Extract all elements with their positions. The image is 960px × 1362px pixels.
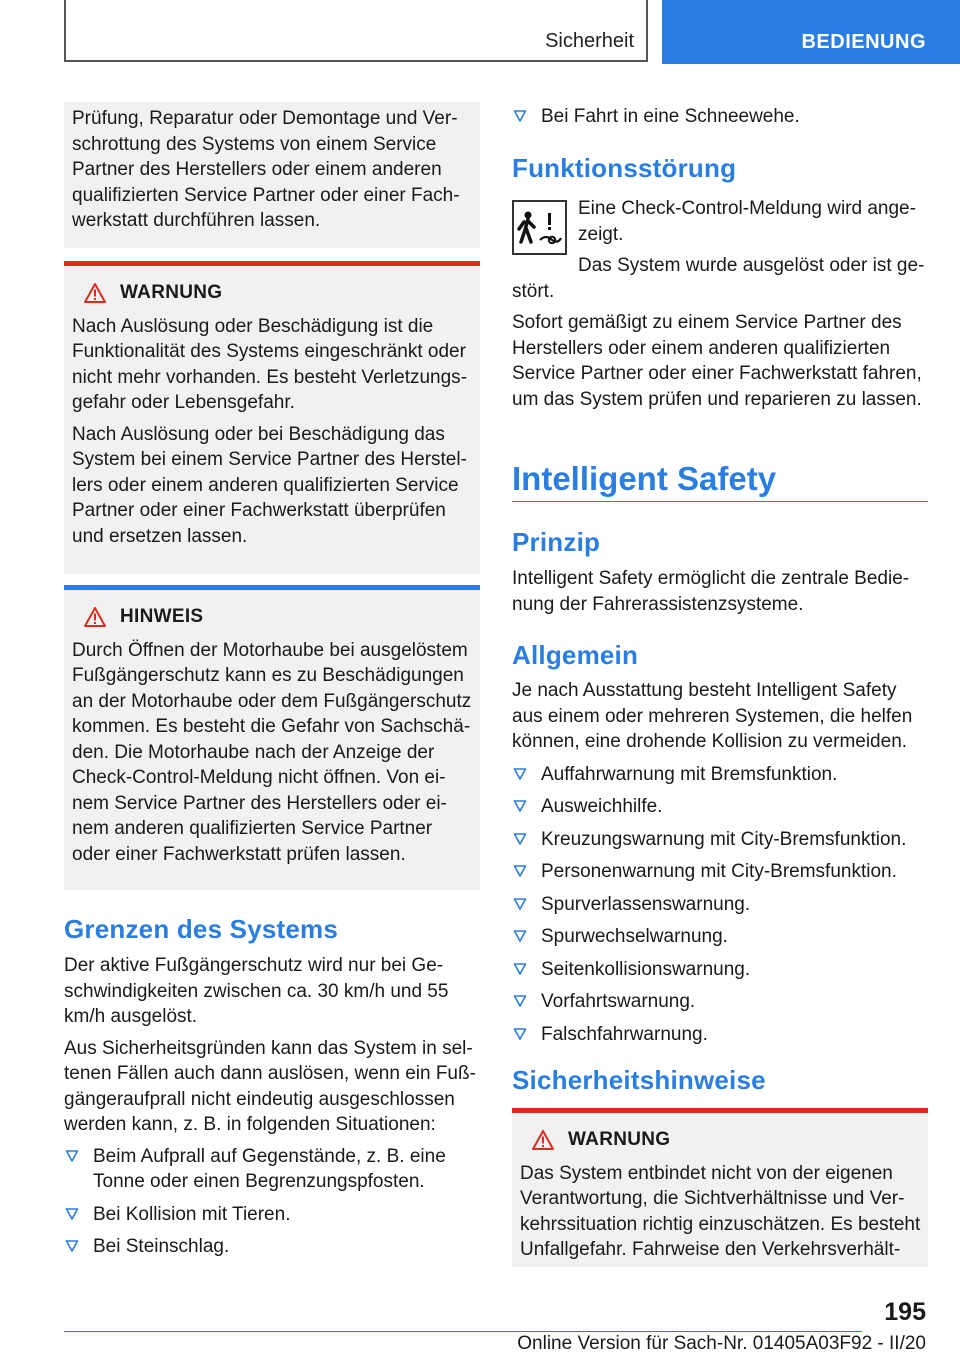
general-heading: Allgemein [512,640,639,670]
bullet-triangle-icon [513,926,527,946]
list-item: Spurwechselwarnung. [512,924,928,950]
limits-list [64,1144,480,1260]
intro-text: Prüfung, Reparatur oder Demontage und Verschrottung des Systems von einem Service Partner des Herstellers oder einem anderen qualifizierten Service Partner oder einer Fachwerkstatt durchführen lassen. [72,108,460,231]
malfunction-heading: Funktionsstörung [512,153,737,183]
limits-text-2: Aus Sicherheitsgründen kann das System in seltenen Fällen auch dann auslösen, wenn ein Fußgängeraufprall nicht eindeutig ausgeschlossen werden kann, z. B. in folgenden Situationen: [64,1037,476,1135]
list-item: Kreuzungswarnung mit City-Bremsfunktion. [512,827,928,853]
bullet-triangle-icon [513,1024,527,1044]
malfunction-text-3: Sofort gemäßigt zu einem Service Partner des Herstellers oder einem anderen qualifizierten Service Partner oder einer Fachwerkstatt fahren, um das System prüfen und reparieren zu lassen. [512,312,922,410]
malfunction-aside [578,196,928,253]
intro-box [64,102,480,248]
limits-heading: Grenzen des Systems [64,914,339,944]
safety-warning-text: Das System entbindet nicht von der eigenen Verantwortung, die Sichtverhältnisse und Verkehrssituation richtig einzuschätzen. Es besteht Unfallgefahr. Fahrweise den Verkehrsverhält- [520,1162,921,1260]
safety-warning-box [512,1113,928,1267]
notice-triangle-icon [84,607,106,627]
bullet-triangle-icon [513,861,527,881]
principle-text: Intelligent Safety ermöglicht die zentrale Bedienung der Fahrerassistenzsysteme. [512,568,910,615]
bullet-triangle-icon [513,829,527,849]
bullet-triangle-icon [513,106,527,126]
principle-heading: Prinzip [512,527,601,557]
warning-triangle-icon [84,283,106,303]
general-text: Je nach Ausstattung besteht Intelligent Safety aus einem oder mehreren Systemen, die helfen können, eine drohende Kollision zu vermeiden. [512,680,913,752]
page-number: 195 [884,1298,926,1326]
malfunction-text-2-block [512,253,928,310]
footer-rule [64,1331,862,1332]
notice-title: HINWEIS [120,606,204,627]
top-list [512,104,928,137]
list-item: Ausweichhilfe. [512,794,928,820]
bullet-triangle-icon [513,796,527,816]
bullet-triangle-icon [65,1204,79,1224]
list-item: Vorfahrtswarnung. [512,989,928,1015]
list-item: Auffahrwarnung mit Bremsfunktion. [512,762,928,788]
header-section-tab [64,0,648,62]
pedestrian-warning-icon [512,200,567,255]
warning-title: WARNUNG [120,282,223,303]
malfunction-text-2: Das System wurde ausgelöst oder ist gestört. [512,255,925,302]
list-item: Spurverlassenswarnung. [512,892,928,918]
notice-text: Durch Öffnen der Motorhaube bei ausgelöstem Fußgängerschutz kann es zu Beschädigungen an der Motorhaube oder dem Fußgängerschutz kommen. Es besteht die Gefahr von Sachschäden. Die Motorhaube nach der Anzeige der Check-Control-Meldung nicht öffnen. Von einem Service Partner des Herstellers oder einem anderen qualifizierten Service Partner oder einer Fachwerkstatt prüfen lassen. [72,639,472,865]
limits-text-1: Der aktive Fußgängerschutz wird nur bei Geschwindigkeiten zwischen ca. 30 km/h und 55 km/h ausgelöst. [64,955,449,1027]
limits-section [64,953,480,1267]
notice-header [84,604,474,630]
bullet-triangle-icon [513,894,527,914]
bullet-triangle-icon [513,991,527,1011]
warning-text-1: Nach Auslösung oder Beschädigung ist die Funktionalität des Systems eingeschränkt oder nicht mehr vorhanden. Es besteht Verletzungsgefahr oder Lebensgefahr. [72,315,468,413]
bullet-triangle-icon [65,1146,79,1166]
list-item: Beim Aufprall auf Gegenstände, z. B. eine Tonne oder einen Begrenzungspfosten. [64,1144,480,1195]
malfunction-text-1: Eine Check-Control-Meldung wird angezeigt. [578,198,916,245]
header-section-label: Sicherheit [545,30,634,52]
warning-box [64,266,480,574]
principle-section [512,566,928,623]
bullet-triangle-icon [65,1236,79,1256]
list-item: Bei Steinschlag. [64,1234,480,1260]
list-item: Falschfahrwarnung. [512,1022,928,1048]
malfunction-text-3-block [512,310,928,418]
header-chapter-tab [662,0,960,64]
list-item: Bei Kollision mit Tieren. [64,1202,480,1228]
general-section [512,678,928,1054]
header-chapter-label: BEDIENUNG [801,31,926,53]
bullet-triangle-icon [513,764,527,784]
notice-box [64,590,480,890]
safety-warning-title: WARNUNG [568,1129,671,1150]
chapter-title: Intelligent Safety [512,460,777,497]
bullet-triangle-icon [513,959,527,979]
warning-text-2: Nach Auslösung oder bei Beschädigung das System bei einem Service Partner des Herstellers oder einem anderen qualifizierten Service Partner oder einer Fachwerkstatt überprüfen und ersetzen lassen. [72,423,467,547]
safety-heading: Sicherheitshinweise [512,1065,766,1095]
safety-warning-header [532,1127,922,1153]
general-list [512,762,928,1048]
list-item: Seitenkollisionswarnung. [512,957,928,983]
list-item: Personenwarnung mit City-Bremsfunktion. [512,859,928,885]
warning-triangle-icon [532,1130,554,1150]
footer-online-version: Online Version für Sach-Nr. 01405A03F92 - II/20 [517,1333,926,1354]
chapter-title-rule [512,501,928,502]
list-item: Bei Fahrt in eine Schneewehe. [512,104,928,130]
warning-header [84,280,474,306]
